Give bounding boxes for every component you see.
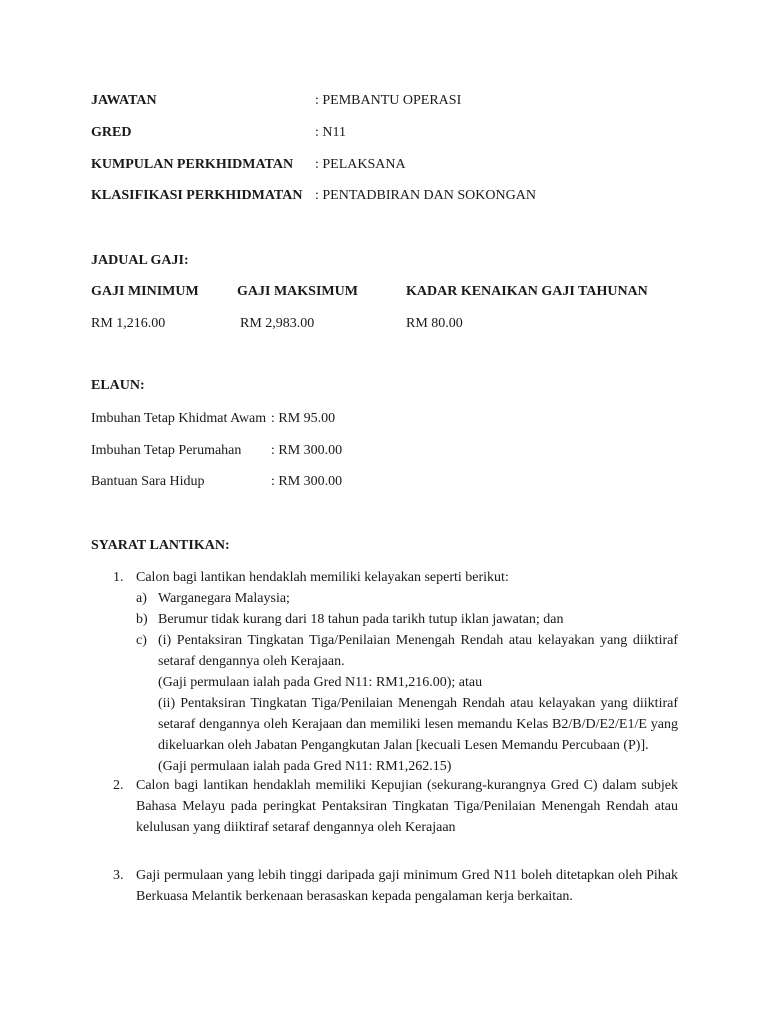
salary-max-label: GAJI MAKSIMUM — [237, 284, 358, 299]
klasifikasi-label: KLASIFIKASI PERKHIDMATAN — [91, 188, 303, 203]
allowance-item-label: Bantuan Sara Hidup — [91, 474, 205, 489]
requirement-text: Gaji permulaan yang lebih tinggi daripada gaji minimum Gred N11 boleh ditetapkan oleh Pihak Berkuasa Melantik berkenaan berasaskan kepada pengalaman kerja berkaitan. — [136, 868, 678, 904]
allowance-item-label: Imbuhan Tetap Perumahan — [91, 443, 242, 458]
salary-increment-value: RM 80.00 — [406, 316, 463, 331]
sub-item-text: Berumur tidak kurang dari 18 tahun pada tarikh tutup iklan jawatan; dan — [158, 612, 564, 627]
allowance-item-value: : RM 300.00 — [271, 443, 343, 458]
sub-item-c — [158, 630, 678, 777]
gred-label: GRED — [91, 125, 132, 140]
salary-increment-label: KADAR KENAIKAN GAJI TAHUNAN — [406, 284, 648, 299]
sub-item-note: (Gaji permulaan ialah pada Gred N11: RM1,262.15) — [158, 759, 452, 774]
kumpulan-value: : PELAKSANA — [315, 157, 406, 172]
jawatan-value: : PEMBANTU OPERASI — [315, 93, 462, 108]
salary-min-label: GAJI MINIMUM — [91, 284, 199, 299]
salary-max-value: RM 2,983.00 — [240, 316, 315, 331]
salary-heading: JADUAL GAJI: — [91, 253, 189, 268]
sub-item-text: (ii) Pentaksiran Tingkatan Tiga/Penilaian Menengah Rendah atau kelayakan yang diiktiraf setaraf dengannya oleh Kerajaan dan memiliki lesen memandu Kelas B2/B/D/E2/E1/E yang dikeluarkan oleh Jabatan Pengangkutan Jalan [kecuali Lesen Memandu Percubaan (P)]. — [158, 696, 678, 753]
sub-marker: c) — [136, 633, 147, 648]
kumpulan-label: KUMPULAN PERKHIDMATAN — [91, 157, 294, 172]
requirement-number: 3. — [113, 868, 124, 883]
requirement-number: 1. — [113, 570, 124, 585]
sub-item-a — [158, 588, 678, 609]
requirement-item-1 — [136, 567, 678, 588]
requirement-text: Calon bagi lantikan hendaklah memiliki kelayakan seperti berikut: — [136, 570, 509, 585]
requirement-text: Calon bagi lantikan hendaklah memiliki Kepujian (sekurang-kurangnya Gred C) dalam subjek Bahasa Melayu pada peringkat Pentaksiran Tingkatan Tiga/Penilaian Menengah Rendah atau kelulusan yang diiktiraf setaraf dengannya oleh Kerajaan — [136, 778, 678, 835]
jawatan-label: JAWATAN — [91, 93, 157, 108]
salary-min-value: RM 1,216.00 — [91, 316, 166, 331]
allowance-heading: ELAUN: — [91, 378, 145, 393]
gred-value: : N11 — [315, 125, 346, 140]
sub-item-text: Warganegara Malaysia; — [158, 591, 290, 606]
allowance-item-value: : RM 95.00 — [271, 411, 336, 426]
requirement-number: 2. — [113, 778, 124, 793]
sub-item-b — [158, 609, 678, 630]
sub-item-note: (Gaji permulaan ialah pada Gred N11: RM1,216.00); atau — [158, 675, 483, 690]
sub-item-text: (i) Pentaksiran Tingkatan Tiga/Penilaian Menengah Rendah atau kelayakan yang diiktiraf setaraf dengannya oleh Kerajaan. — [158, 633, 678, 669]
klasifikasi-value: : PENTADBIRAN DAN SOKONGAN — [315, 188, 536, 203]
allowance-item-label: Imbuhan Tetap Khidmat Awam — [91, 411, 267, 426]
requirements-heading: SYARAT LANTIKAN: — [91, 538, 230, 553]
allowance-item-value: : RM 300.00 — [271, 474, 343, 489]
sub-marker: b) — [136, 612, 148, 627]
sub-marker: a) — [136, 591, 147, 606]
requirement-item-3 — [136, 865, 678, 907]
requirement-item-2 — [136, 775, 678, 838]
